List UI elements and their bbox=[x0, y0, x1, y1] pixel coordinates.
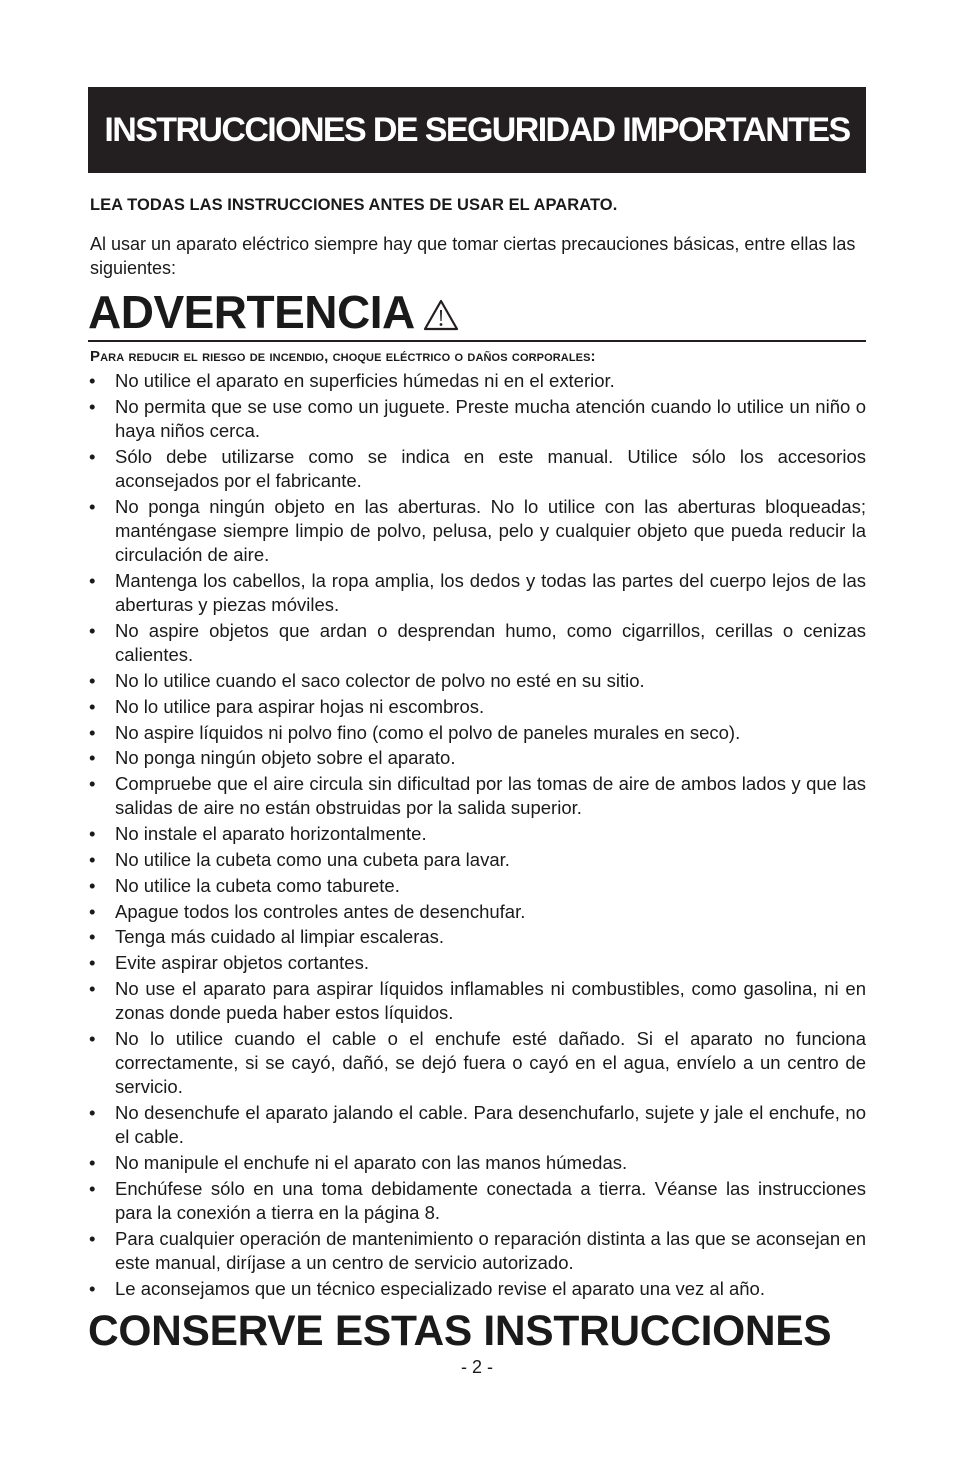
list-item bbox=[88, 772, 866, 820]
list-item-text: Para cualquier operación de mantenimiento o reparación distinta a las que se aconsejan en este manual, diríjase a un centro de servicio autorizado. bbox=[115, 1227, 866, 1274]
list-item bbox=[88, 1151, 866, 1175]
list-item bbox=[88, 1227, 866, 1275]
bullet-icon: • bbox=[89, 445, 96, 467]
list-item-text: No lo utilice cuando el cable o el enchufe esté dañado. Si el aparato no funciona correctamente, si se cayó, dañó, se dejó fuera o cayó en el agua, envíelo a un centro de servicio. bbox=[115, 1027, 866, 1098]
list-item-text: Sólo debe utilizarse como se indica en este manual. Utilice sólo los accesorios aconsejados por el fabricante. bbox=[115, 445, 866, 491]
manual-page bbox=[88, 87, 866, 1378]
list-item bbox=[88, 669, 866, 693]
list-item bbox=[88, 951, 866, 975]
list-item bbox=[88, 1027, 866, 1100]
list-item bbox=[88, 1101, 866, 1149]
keep-instructions-heading: CONSERVE ESTAS INSTRUCCIONES bbox=[88, 1308, 832, 1356]
list-item bbox=[88, 1177, 866, 1225]
list-item bbox=[88, 369, 866, 393]
bullet-icon: • bbox=[89, 952, 96, 974]
bullet-icon: • bbox=[89, 695, 96, 717]
bullet-icon: • bbox=[89, 1102, 96, 1124]
list-item bbox=[88, 721, 866, 745]
bullet-icon: • bbox=[89, 1027, 96, 1049]
warning-heading bbox=[88, 286, 866, 342]
list-item-text: No lo utilice cuando el saco colector de polvo no esté en su sitio. bbox=[115, 670, 645, 691]
list-item-text: No aspire objetos que ardan o desprendan humo, como cigarrillos, cerillas o cenizas calientes. bbox=[115, 620, 866, 666]
list-item bbox=[88, 445, 866, 493]
title-banner bbox=[88, 87, 866, 173]
list-item-text: No manipule el enchufe ni el aparato con las manos húmedas. bbox=[115, 1152, 628, 1174]
bullet-icon: • bbox=[89, 773, 96, 795]
list-item bbox=[88, 977, 866, 1025]
list-item-text: Evite aspirar objetos cortantes. bbox=[115, 952, 369, 974]
bullet-icon: • bbox=[89, 747, 96, 769]
bullet-icon: • bbox=[89, 977, 96, 999]
list-item-text: Apague todos los controles antes de desenchufar. bbox=[115, 900, 526, 922]
list-item-text: No utilice la cubeta como taburete. bbox=[115, 874, 400, 896]
bullet-icon: • bbox=[89, 823, 96, 845]
list-item bbox=[88, 569, 866, 617]
list-item bbox=[88, 925, 866, 949]
list-item-text: Mantenga los cabellos, la ropa amplia, los dedos y todas las partes del cuerpo lejos de las aberturas y piezas móviles. bbox=[115, 570, 866, 616]
warning-triangle-icon bbox=[423, 299, 459, 331]
list-item bbox=[88, 619, 866, 667]
safety-rules-list bbox=[88, 369, 866, 1301]
list-item-text: No utilice el aparato en superficies húmedas ni en el exterior. bbox=[115, 370, 615, 391]
list-item-text: No ponga ningún objeto sobre el aparato. bbox=[115, 747, 456, 769]
list-item-text: Enchúfese sólo en una toma debidamente conectada a tierra. Véanse las instrucciones para la conexión a tierra en la página 8. bbox=[115, 1177, 866, 1224]
list-item-text: Le aconsejamos que un técnico especializado revise el aparato una vez al año. bbox=[115, 1277, 765, 1299]
list-item-text: Compruebe que el aire circula sin dificultad por las tomas de aire de ambos lados y que las salidas de aire no están obstruidas por la salida superior. bbox=[115, 773, 866, 819]
page-number: - 2 - bbox=[460, 1357, 493, 1378]
list-item-text: Tenga más cuidado al limpiar escaleras. bbox=[115, 926, 445, 948]
bullet-icon: • bbox=[89, 1227, 96, 1249]
bullet-icon: • bbox=[89, 495, 96, 517]
bullet-icon: • bbox=[89, 570, 96, 591]
list-item bbox=[88, 874, 866, 898]
bullet-icon: • bbox=[89, 1177, 96, 1199]
bullet-icon: • bbox=[89, 370, 96, 391]
list-item bbox=[88, 1277, 866, 1301]
page-title: INSTRUCCIONES DE SEGURIDAD IMPORTANTES bbox=[104, 110, 850, 149]
read-all-notice: LEA TODAS LAS INSTRUCCIONES ANTES DE USAR EL APARATO. bbox=[90, 196, 618, 214]
intro-paragraph: Al usar un aparato eléctrico siempre hay que tomar ciertas precauciones básicas, entre ellas las siguientes: bbox=[90, 234, 856, 278]
bullet-icon: • bbox=[89, 926, 96, 948]
list-item-text: No lo utilice para aspirar hojas ni escombros. bbox=[115, 695, 485, 717]
list-item bbox=[88, 746, 866, 770]
bullet-icon: • bbox=[89, 620, 96, 641]
list-item bbox=[88, 395, 866, 443]
list-item bbox=[88, 822, 866, 846]
bullet-icon: • bbox=[89, 900, 96, 922]
list-item-text: No instale el aparato horizontalmente. bbox=[115, 823, 427, 845]
bullet-icon: • bbox=[89, 1277, 96, 1299]
warning-title: ADVERTENCIA bbox=[88, 286, 415, 338]
bullet-icon: • bbox=[89, 848, 96, 870]
bullet-icon: • bbox=[89, 874, 96, 896]
list-item-text: No desenchufe el aparato jalando el cable. Para desenchufarlo, sujete y jale el enchufe, no el cable. bbox=[115, 1102, 866, 1148]
bullet-icon: • bbox=[89, 1152, 96, 1174]
bullet-icon: • bbox=[89, 721, 96, 743]
bullet-icon: • bbox=[89, 670, 96, 691]
list-item bbox=[88, 695, 866, 719]
warning-subtitle: Para reducir el riesgo de incendio, choque eléctrico o daños corporales: bbox=[90, 348, 596, 365]
list-item-text: No use el aparato para aspirar líquidos inflamables ni combustibles, como gasolina, ni en zonas donde pueda haber estos líquidos. bbox=[115, 977, 866, 1024]
list-item-text: No aspire líquidos ni polvo fino (como el polvo de paneles murales en seco). bbox=[115, 721, 741, 743]
list-item bbox=[88, 495, 866, 568]
list-item-text: No permita que se use como un juguete. Preste mucha atención cuando lo utilice un niño o haya niños cerca. bbox=[115, 395, 866, 441]
list-item-text: No ponga ningún objeto en las aberturas. No lo utilice con las aberturas bloqueadas; manténgase siempre limpio de polvo, pelusa, pelo y cualquier objeto que pueda reducir la circulación de aire. bbox=[115, 495, 866, 566]
list-item bbox=[88, 848, 866, 872]
list-item-text: No utilice la cubeta como una cubeta para lavar. bbox=[115, 848, 510, 870]
list-item bbox=[88, 900, 866, 924]
bullet-icon: • bbox=[89, 395, 96, 417]
